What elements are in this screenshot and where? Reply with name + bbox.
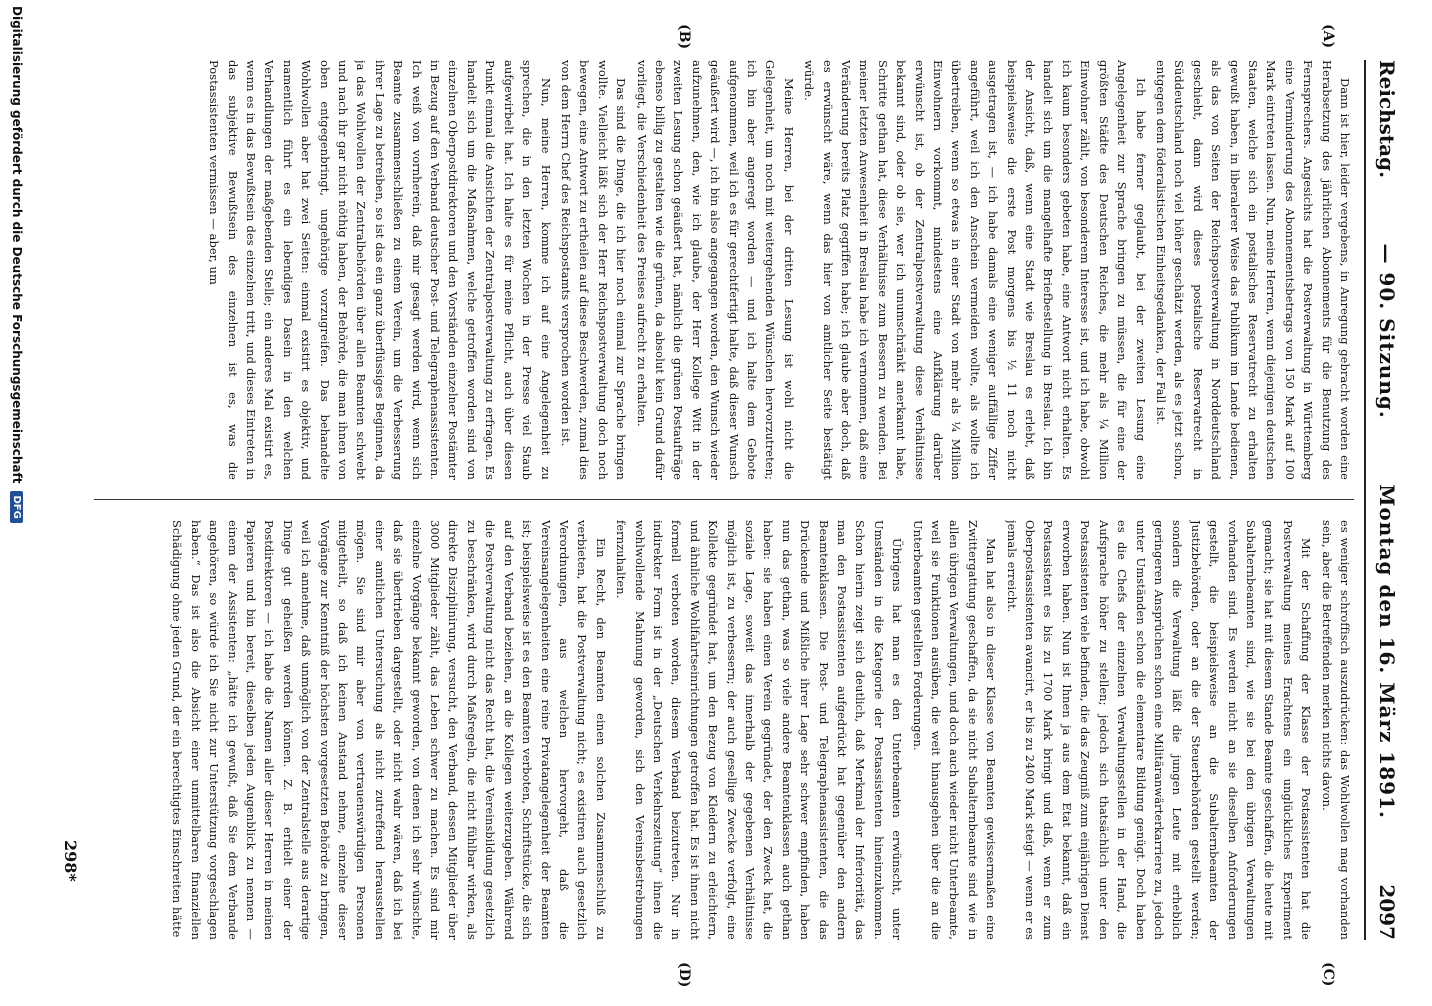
paragraph: Mit der Schaffung der Klasse der Postassistenten hat die Postverwaltung meines Erachtens ein unglückliches Experiment gemacht; sie hat mit diesem Stande Beamte geschaffen, die heute mit Subalternbeamten sind, wie sie bei den übrigen Verwaltungen vorhanden sind. Es werden nicht an sie dieselben Anforderungen gestellt, die beispielsweise an die Subalternbeamten der Justizbehörden, oder an die der Steuerbehörden gestellt werden; sondern die Verwaltung läßt die jungen Leute mit erheblich geringeren Ansprüchen schon eine Militäranwärterkarriere zu, jedoch unter Umständen schon die elementare Bildung genügt. Doch haben es die Chefs der einzelnen Verwaltungsstellen in der Hand, die Aufsprache höher zu stellen; jedoch sich thatsächlich unter den Postassistenten viele befinden, die das Zeugniß zum einjährigen Dienst erworben haben. Nun ist Ihnen ja aus dem Etat bekannt, daß ein Postassistent es bis zu 1700 Mark bringt und daß, wenn er zum Oberpostassistenten avancirt, er bis zu 2400 Mark steigt — wenn er es jemals erreicht. [1004,520,1314,940]
right-column [94,520,1354,940]
margin-letter-b: (B) [676,24,692,50]
paragraph: Man hat also in dieser Klasse von Beamten gewissermaßen eine Zwittergattung geschaffen, da sie nicht Subalternbeamte sind wie in allen übrigen Verwaltungen, und doch auch wieder nicht Unterbeamte, weil sie Funktionen ausüben, die weit hinausgehen über die an die Unterbeamten gestellten Forderungen. [910,520,999,940]
paragraph: es weniger schroffisch auszudrücken: das Wohlwollen mag vorhanden sein, aber die Betreffenden merken nichts davon. [1319,520,1352,940]
paragraph: Nun, meine Herren, komme ich auf eine Angelegenheit zu sprechen, die in den letzten Wochen in der Presse viel Staub aufgewirbelt hat. Ich halte es für meine Pflicht, auch über diesen Punkt einmal die Ansichten der Zentralpostverwaltung zu erfragen. Es handelt sich um die Maßnahmen, welche getroffen worden sind von einzelnen Oberpostdirektoren und den Vorständen einzelner Postämter in Bezug auf den Verband deutscher Post- und Telegraphenassistenten. Ich weiß von vornherein, daß mir gesagt werden wird, wenn sich Beamte zusammenschließen zu einem Verein, um die Verbesserung ihrer Lage zu betreiben, so ist das ein ganz überflüssiges Beginnen, da ja das Wohlwollen der Zentralbehörden über allen Beamten schwebt und nach ihr gar nicht nöthig haben, der Behörde, die man ihnen von oben entgegenbringt, ungehörige vorzugreifen. Das behandelte Wohlwollen aber hat zwei Seiten: einmal existirt es objektiv, und namentlich führt es ein lebendiges Dasein in den welchen Verhandlungen der maßgebenden Stelle; ein anderes Mal existirt es, wenn es in das Bewußtsein des einzelnen tritt, und dieses Eintreten in das subjektive Bewußtsein des einzelnen ist es, was die Postassistenten vermissen — aber, um [207,60,553,480]
header-date: Montag den 16. März 1891. [1375,484,1399,819]
column-divider [94,499,1354,500]
paragraph: Dann ist hier, leider vergebens, in Anregung gebracht worden eine Herabsetzung des jährlichen Abonnements für die Benutzung des Fernsprechers. Angesichts hat die Postverwaltung in Württemberg eine Verminderung des Abonnementsbetrags von 150 Mark auf 100 Mark eintreten lassen. Nun, meine Herren, wenn diejenigen deutschen Staaten, welche sich ein postalisches Reservatrecht zu erhalten gewußt haben, in liberalerer Weise das Publikum im Lande bedienen, als das von Seiten der Reichspostverwaltung in Norddeutschland geschieht, dann wird dieses postalische Reservatrecht in Süddeutschland noch viel höher geschätzt werden, als es jetzt schon, entgegen dem föderalistischen Einheitsgedanken, der Fall ist. [1153,60,1352,480]
digitization-credit [4,0,30,1006]
margin-letter-c: (C) [1320,962,1336,987]
dfg-logo: DFG [11,491,24,522]
paragraph: Das sind die Dinge, die ich hier noch einmal zur Sprache bringen wollte. Vielleicht läßt sich der Herr Reichspostverwaltung doch noch bewegen, eine Antwort zu ertheilen auf diese Beschwerden, zumal dies von dem Herrn Chef des Reichspostamts versprochen worden ist. [558,60,629,480]
paragraph: Ich habe ferner geglaubt, bei der zweiten Lesung eine Angelegenheit zur Sprache bringen zu müssen, die für eine der größten Städte des Deutschen Reiches, die mehr als ¼ Million Einwohner zählt, von besonderem Interesse ist, und ich habe, obwohl ich kaum besonders gebeten habe, eine Antwort nicht erhalten. Es handelt sich um die mangelhafte Briefbestellung in Breslau. Ich bin der Ansicht, daß, wenn eine Stadt wie Breslau es erlebt, daß beispielsweise die erste Post morgens bis ½ 11 noch nicht ausgetragen ist, — ich habe damals eine weniger auffällige Ziffer angeführt, weil ich den Anschein vermeiden wollte, als wollte ich übertreiben, wenn so etwas in einer Stadt von mehr als ¼ Million Einwohnern vorkommt, mindestens eine Aufklärung darüber erwünscht ist, ob der Zentralpostverwaltung diese Verhältnisse bekannt sind, oder ob sie, wer ich unumschränkt anerkannt habe, Schritte gethan hat, diese Verhältnisse zum Bessern zu wenden. Bei meiner letzten Anwesenheit in Breslau habe ich vernommen, daß eine Veränderung bereits Platz gegriffen habe; ich glaube aber doch, daß es erwünscht wäre, wenn das hier von amtlicher Seite bestätigt würde. [802,60,1148,480]
margin-letter-d: (D) [676,962,692,988]
header-session: — 90. Sitzung. [1375,243,1399,419]
left-column [94,60,1354,480]
page-header [1364,60,1408,940]
credit-text: Digitalisierung gefördert durch die Deutsche Forschungsgemeinschaft [10,6,24,484]
page-signature-mark: 298* [61,840,80,882]
header-left: Reichstag. [1375,60,1399,179]
paragraph: Übrigens hat man es den Unterbeamten erwünscht, unter Umständen in die Kategorie der Postassistenten hineinzukommen. Schon hierin zeigt sich deutlich, daß Merkmal der Inferiorität, das man den Postassistenten aufgedrückt hat gegenüber den andern Beamtenklassen. Die Post- und Telegraphenassistenten, die das Drückende und Mißliche ihrer Lage sehr schwer empfinden, haben nun das gethan, was so viele andere Beamtenklassen auch gethan haben: sie haben einen Verein gegründet, der den Zweck hat, die soziale Lage, soweit das innerhalb der gegebenen Verhältnisse möglich ist, zu verbessern; der auch gesellige Zwecke verfolgt, eine Kollekte gegründet hat, um den Bezug von Kleidern zu erleichtern, und ähnliche Wohlfahrtseinrichtungen getroffen hat. Es ist ihnen nicht formell verboten worden, diesem Verband beizutreten. Nur in indirekter Form ist in der „Deutschen Verkehrszeitung“ ihnen die wohlwollende Mahnung geworden, sich den Vereinsbestrebungen fernzuhalten. [614,520,905,940]
paragraph: Meine Herren, bei der dritten Lesung ist wohl nicht die Gelegenheit, um noch mit weitergehenden Wünschen hervorzutreten; ich bin aber angeregt worden — und ich halte dem Gebote aufgenommen, weil ich es für gerechtfertigt halte, daß dieser Wunsch geäußert wird —, ich bin also angegangen worden, den Wunsch wieder aufzunehmen, den, wie ich glaube, der Herr Kollege Witt in der zweiten Lesung schon geäußert hat, nämlich die grünen Postaufträge ebenso billig zu gestalten wie die grünen, da absolut kein Grund dafür vorliegt, die Verschiedenheit des Preises aufrecht zu erhalten. [634,60,796,480]
margin-letter-a: (A) [1320,24,1336,49]
paragraph: Ein Recht, den Beamten einen solchen Zusammenschluß zu verbieten, hat die Postverwaltung nicht; es existiren auch gesetzlich Verordnungen, aus welchen hervorgeht, daß die Vereinsangelegenheiten eine reine Privatangelegenheit der Beamten ist; beispielsweise ist es den Beamten verboten, Schriftstücke, die sich auf den Verband beziehen, an die Kollegen weiterzugeben. Während die Postverwaltung nicht das Recht hat, die Vereinsbildung gesetzlich zu beschränken, wird durch Maßregeln, die nicht fühlbar wirken, als direkte Disziplinirung, versucht, den Verband, dessen Mitglieder über 3000 Mitglieder zählt, das Leben schwer zu machen. Es sind mir einzelne Vorgänge bekannt geworden, von denen ich sehr wünschte, daß sie übertrieben dargestellt, oder nicht wahr wären, daß ich bei einer amtlichen Untersuchung als nicht zutreffend herausstellen mögen. Sie sind mir aber von vertrauenswürdigen Personen mitgetheilt, so daß ich keinen Anstand nehme, einzelne dieser Vorgänge zur Kenntniß der höchsten vorgesetzten Behörde zu bringen, weil ich annehme, daß unmöglich von der Zentralstelle aus derartige Dinge gut geheißen werden können. Z. B. erhielt einer der Postdirektoren — ich habe die Namen aller dieser Herren in meinen Papieren und bin bereit, dieselben jeden Augenblick zu nennen — einem der Assistenten: „hätte ich gewußt, daß Sie dem Verbande angehören, so würde ich Sie nicht zur Unterstützung vorgeschlagen haben.“ Das ist also die Absicht einer unmittelbaren finanziellen Schädigung ohne jeden Grund, der ein berechtigtes Einschreiten hätte [170,520,608,940]
header-page-number: 2097 [1375,884,1399,940]
